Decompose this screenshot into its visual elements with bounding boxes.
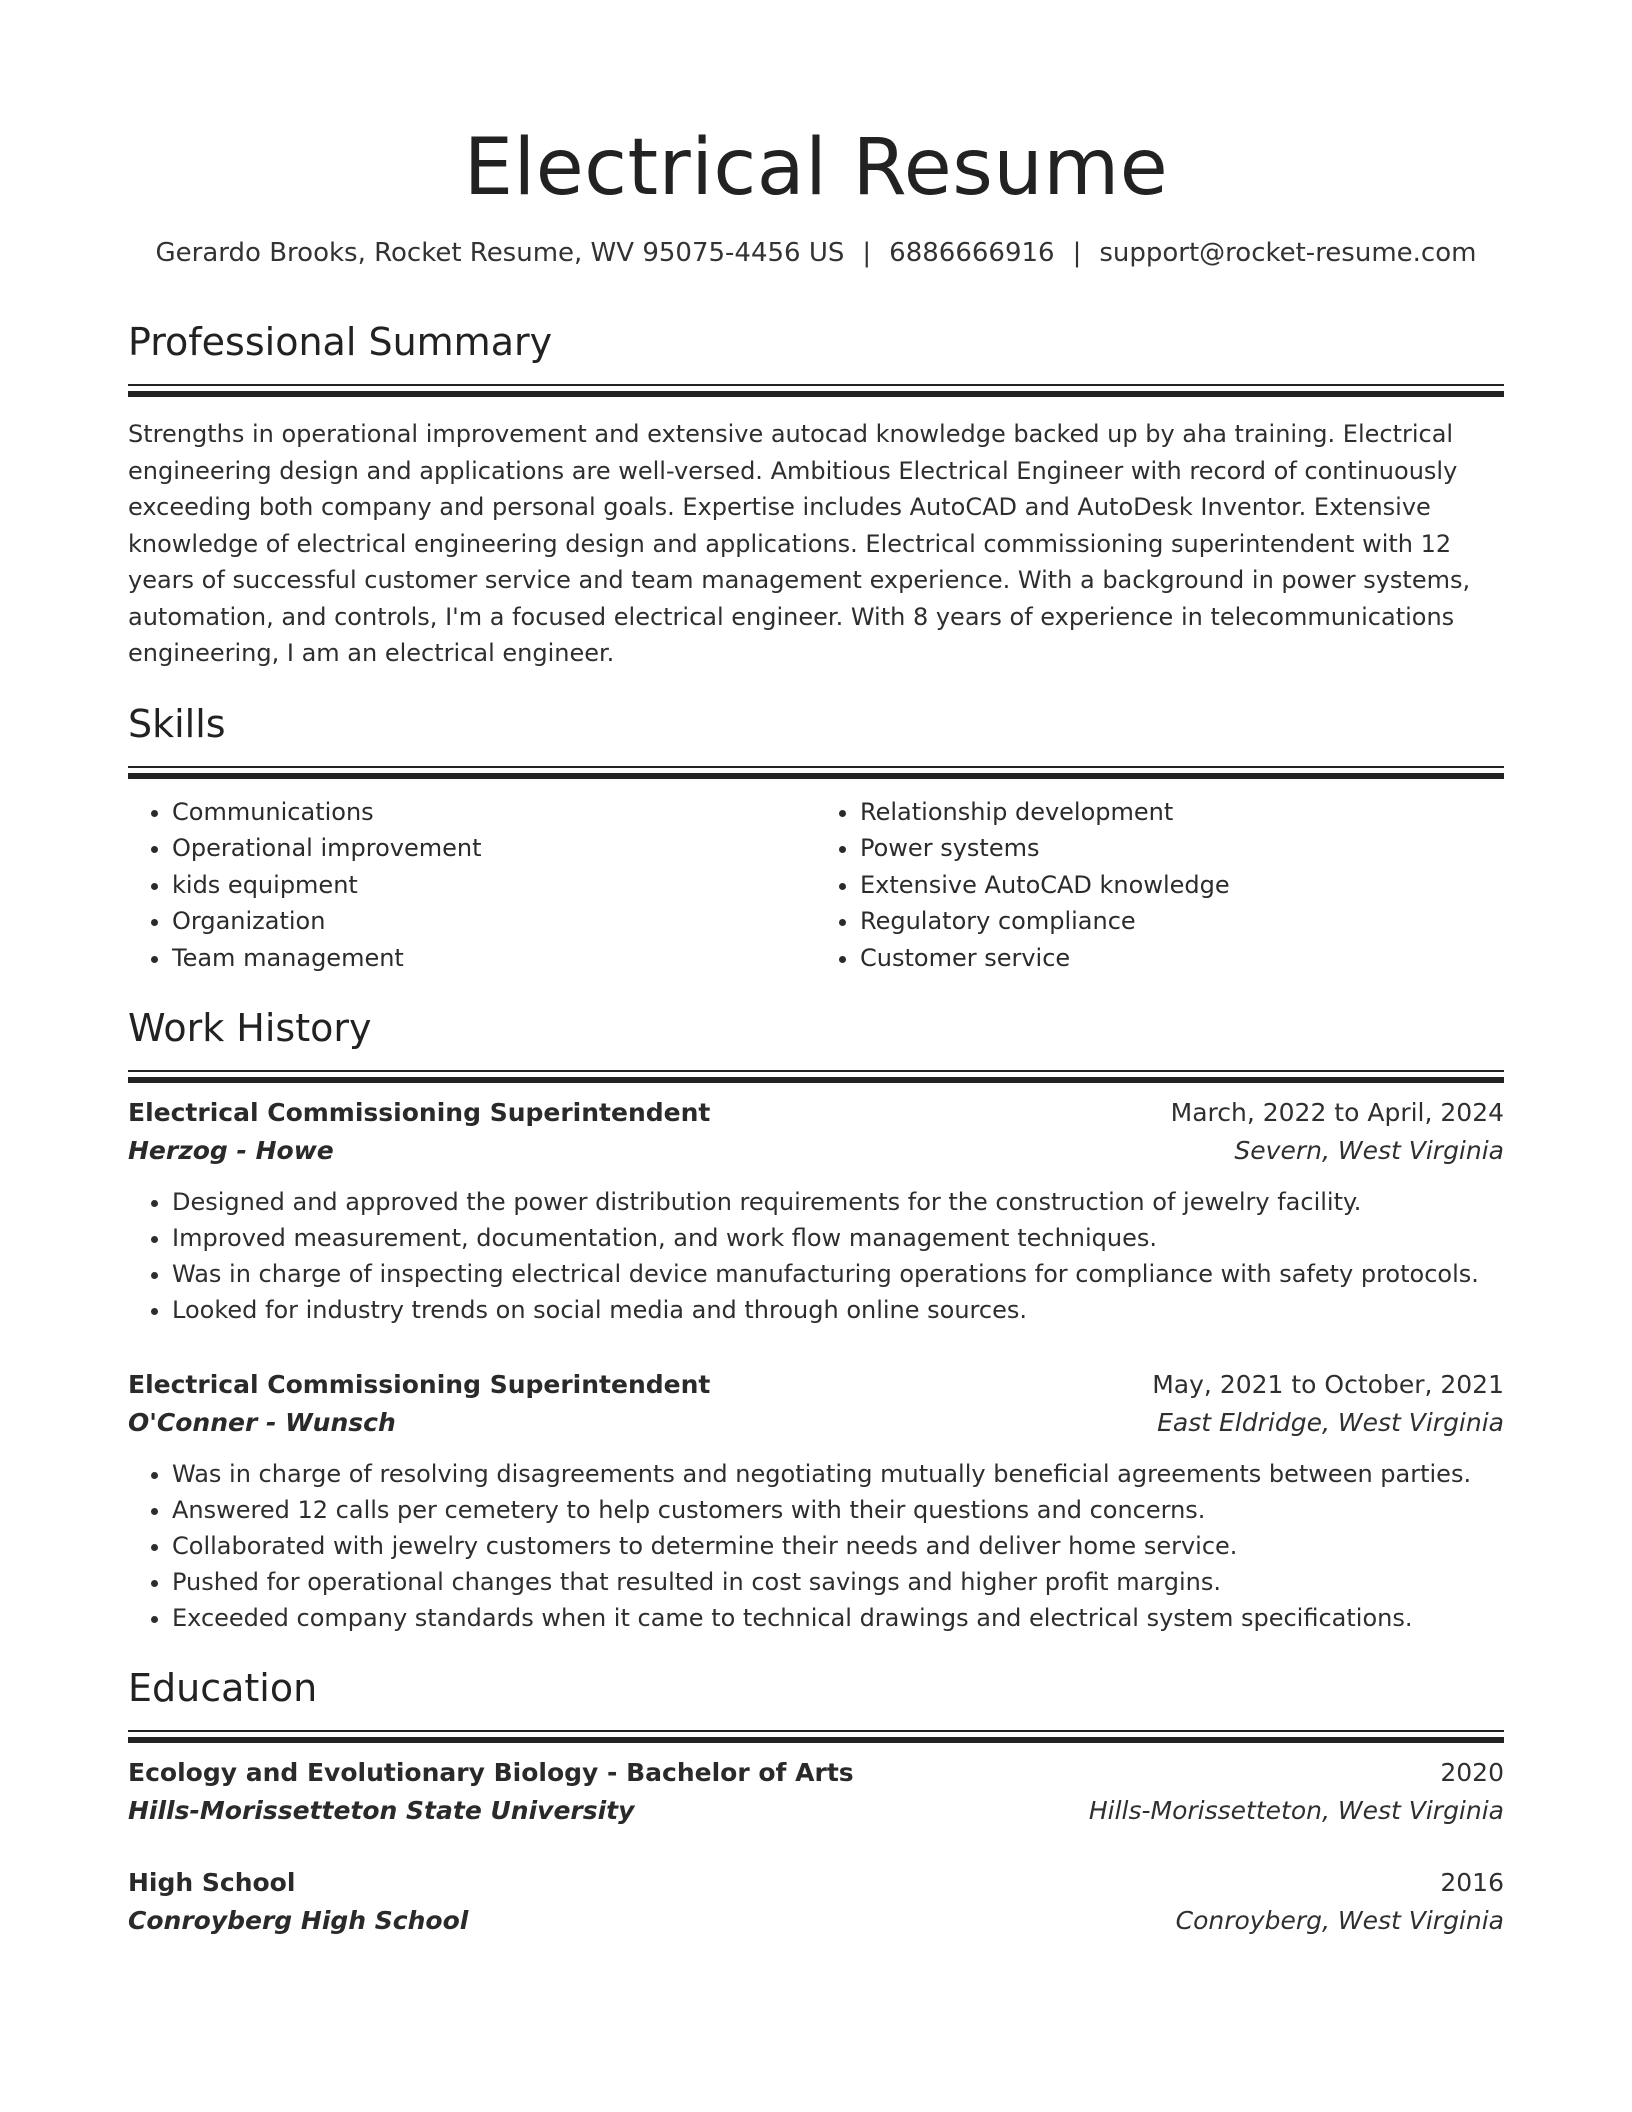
job-bullet: • Was in charge of inspecting electrical device manufacturing operations for compliance with safety protocols. (172, 1256, 1504, 1292)
skill-item: • Extensive AutoCAD knowledge (860, 867, 1504, 904)
section-title-skills: Skills (128, 701, 226, 746)
work-section (128, 1004, 1504, 1636)
skill-item: • Team management (172, 940, 816, 977)
contact-line (128, 236, 1504, 270)
summary-section (128, 318, 1504, 672)
job-bullet: • Collaborated with jewelry customers to determine their needs and deliver home service. (172, 1528, 1504, 1564)
education-year: 2016 (1440, 1868, 1504, 1897)
summary-text: Strengths in operational improvement and extensive autocad knowledge backed up by aha training. Electrical engineering design and applications are well-versed. Ambitious Electrical Engineer with record of continuously exceeding both company and personal goals. Expertise includes AutoCAD and AutoDesk Inventor. Extensive knowledge of electrical engineering design and applications. Electrical commissioning superintendent with 12 years of successful customer service and team management experience. With a background in power systems, automation, and controls, I'm a focused electrical engineer. With 8 years of experience in telecommunications engineering, I am an electrical engineer. (128, 420, 1471, 667)
education-degree: High School (128, 1868, 296, 1897)
job-bullets (128, 1184, 1504, 1328)
job-bullets (128, 1456, 1504, 1636)
job-bullet: • Was in charge of resolving disagreements and negotiating mutually beneficial agreements between parties. (172, 1456, 1504, 1492)
education-school: Conroyberg High School (128, 1906, 469, 1935)
education-location: Hills-Morissetteton, West Virginia (1088, 1796, 1504, 1825)
skill-item: • Organization (172, 903, 816, 940)
contact-email: support@rocket-resume.com (1099, 238, 1477, 268)
education-entry (128, 1754, 1504, 1830)
job-dates: March, 2022 to April, 2024 (1170, 1098, 1504, 1127)
skill-item: • Power systems (860, 830, 1504, 867)
skills-list-right (816, 794, 1504, 977)
education-year: 2020 (1440, 1758, 1504, 1787)
skill-item: • Customer service (860, 940, 1504, 977)
job-location: East Eldridge, West Virginia (1157, 1408, 1504, 1437)
contact-separator: | (1072, 238, 1082, 268)
section-title-summary: Professional Summary (128, 320, 553, 364)
job-company: Herzog - Howe (128, 1136, 334, 1165)
job-title: Electrical Commissioning Superintendent (128, 1370, 711, 1399)
resume-title: Electrical Resume (463, 123, 1169, 213)
skill-item: • Operational improvement (172, 830, 816, 867)
job-bullet: • Answered 12 calls per cemetery to help customers with their questions and concerns. (172, 1492, 1504, 1528)
section-title-work: Work History (128, 1006, 372, 1050)
job-bullet: • Exceeded company standards when it came to technical drawings and electrical system specifications. (172, 1600, 1504, 1636)
job-location: Severn, West Virginia (1234, 1136, 1504, 1165)
skills-columns (128, 794, 1504, 977)
section-title-education: Education (128, 1666, 318, 1710)
section-divider (128, 384, 1504, 386)
education-entry (128, 1864, 1504, 1940)
job-title: Electrical Commissioning Superintendent (128, 1098, 711, 1127)
section-divider (128, 766, 1504, 768)
job-dates: May, 2021 to October, 2021 (1152, 1370, 1504, 1399)
job-entry (128, 1094, 1504, 1328)
skill-item: • Regulatory compliance (860, 903, 1504, 940)
job-company: O'Conner - Wunsch (128, 1408, 396, 1437)
education-degree: Ecology and Evolutionary Biology - Bachelor of Arts (128, 1758, 854, 1787)
job-bullet: • Designed and approved the power distribution requirements for the construction of jewelry facility. (172, 1184, 1504, 1220)
contact-phone: 6886666916 (889, 238, 1055, 268)
skills-section (128, 700, 1504, 977)
section-divider (128, 1070, 1504, 1072)
skills-list-left (128, 794, 816, 977)
education-location: Conroyberg, West Virginia (1175, 1906, 1504, 1935)
job-bullet: • Pushed for operational changes that resulted in cost savings and higher profit margins. (172, 1564, 1504, 1600)
contact-address: Gerardo Brooks, Rocket Resume, WV 95075-4456 US (155, 238, 845, 268)
skill-item: • kids equipment (172, 867, 816, 904)
job-bullet: • Looked for industry trends on social media and through online sources. (172, 1292, 1504, 1328)
skill-item: • Relationship development (860, 794, 1504, 831)
job-entry (128, 1366, 1504, 1636)
education-school: Hills-Morissetteton State University (128, 1796, 635, 1825)
section-divider (128, 1730, 1504, 1732)
job-bullet: • Improved measurement, documentation, and work flow management techniques. (172, 1220, 1504, 1256)
education-section (128, 1664, 1504, 1940)
contact-separator: | (862, 238, 872, 268)
skill-item: • Communications (172, 794, 816, 831)
